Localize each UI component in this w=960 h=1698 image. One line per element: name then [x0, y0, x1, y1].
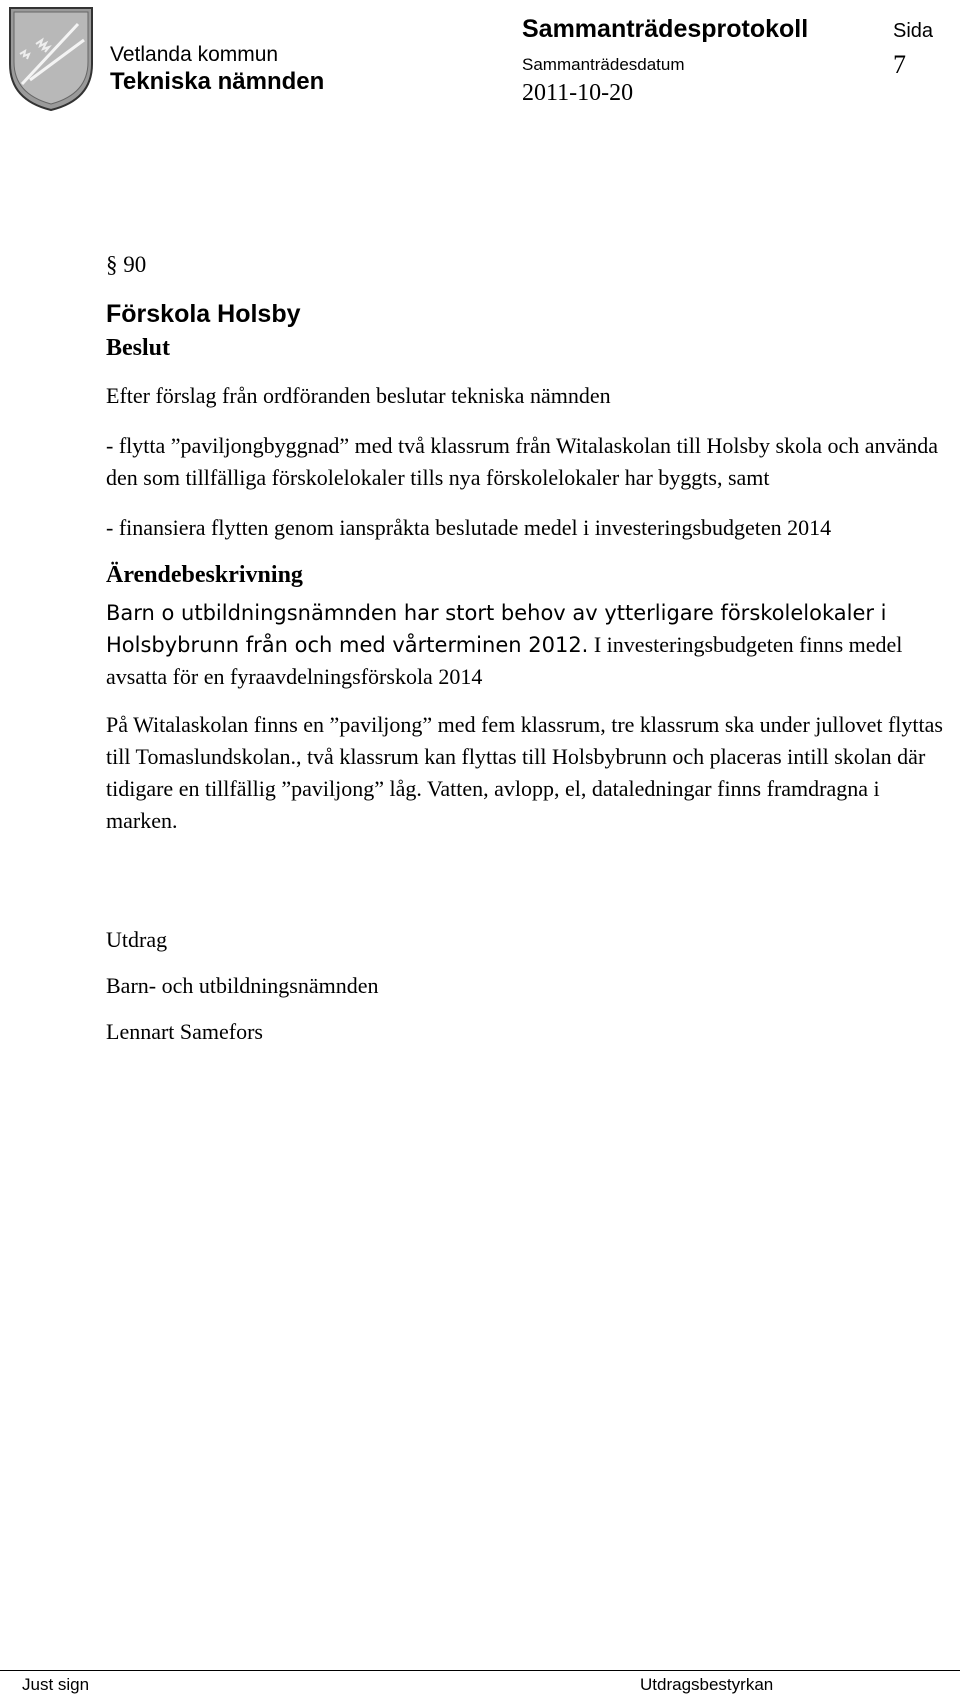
extract-recipient: Lennart Samefors [106, 1019, 263, 1044]
decision-item: - flytta ”paviljongbyggnad” med två klassrum från Witalaskolan till Holsby skola och använda den som tillfälliga förskolelokaler tills nya förskolelokaler har byggts, samt [106, 433, 939, 490]
meeting-date-label: Sammanträdesdatum [522, 55, 685, 74]
description-text-sans: Barn o utbildningsnämnden har stort behov av ytterligare förskolelokaler i Holsbybrunn från och med vårterminen 2012. [106, 601, 887, 657]
footer-divider [0, 1670, 960, 1671]
decision-intro: Efter förslag från ordföranden beslutar tekniska nämnden [106, 383, 611, 408]
document-title: Förskola Holsby [106, 300, 301, 328]
description-heading: Ärendebeskrivning [106, 562, 303, 588]
page-number: 7 [893, 50, 906, 79]
page-label: Sida [893, 20, 934, 42]
description-paragraph [106, 597, 946, 693]
committee-name: Tekniska nämnden [110, 68, 325, 95]
description-paragraph-2: På Witalaskolan finns en ”paviljong” med fem klassrum, tre klassrum ska under jullovet flyttas till Tomaslundskolan., två klassrum kan flyttas till Holsbybrunn och placeras intill skolan där tidigare en tillfällig ”paviljong” låg. Vatten, avlopp, el, dataledningar finns framdragna i marken. [106, 712, 943, 833]
footer-certification-label: Utdragsbestyrkan [640, 1675, 774, 1694]
footer-signature-label: Just sign [22, 1675, 90, 1694]
decision-heading: Beslut [106, 335, 171, 361]
description-text-serif: I investeringsbudgeten finns medel avsatta för en fyraavdelningsförskola 2014 [106, 632, 903, 689]
paragraph-number: § 90 [106, 252, 147, 277]
protocol-title: Sammanträdesprotokoll [522, 15, 809, 43]
meeting-date-value: 2011-10-20 [522, 80, 634, 106]
decision-item: - finansiera flytten genom ianspråkta beslutade medel i investeringsbudgeten 2014 [106, 515, 832, 540]
extract-recipient: Barn- och utbildningsnämnden [106, 973, 379, 998]
extract-heading: Utdrag [106, 927, 168, 952]
municipal-coat-of-arms-logo [6, 4, 96, 114]
document-body [106, 252, 946, 1045]
organization-name: Vetlanda kommun [110, 43, 279, 66]
